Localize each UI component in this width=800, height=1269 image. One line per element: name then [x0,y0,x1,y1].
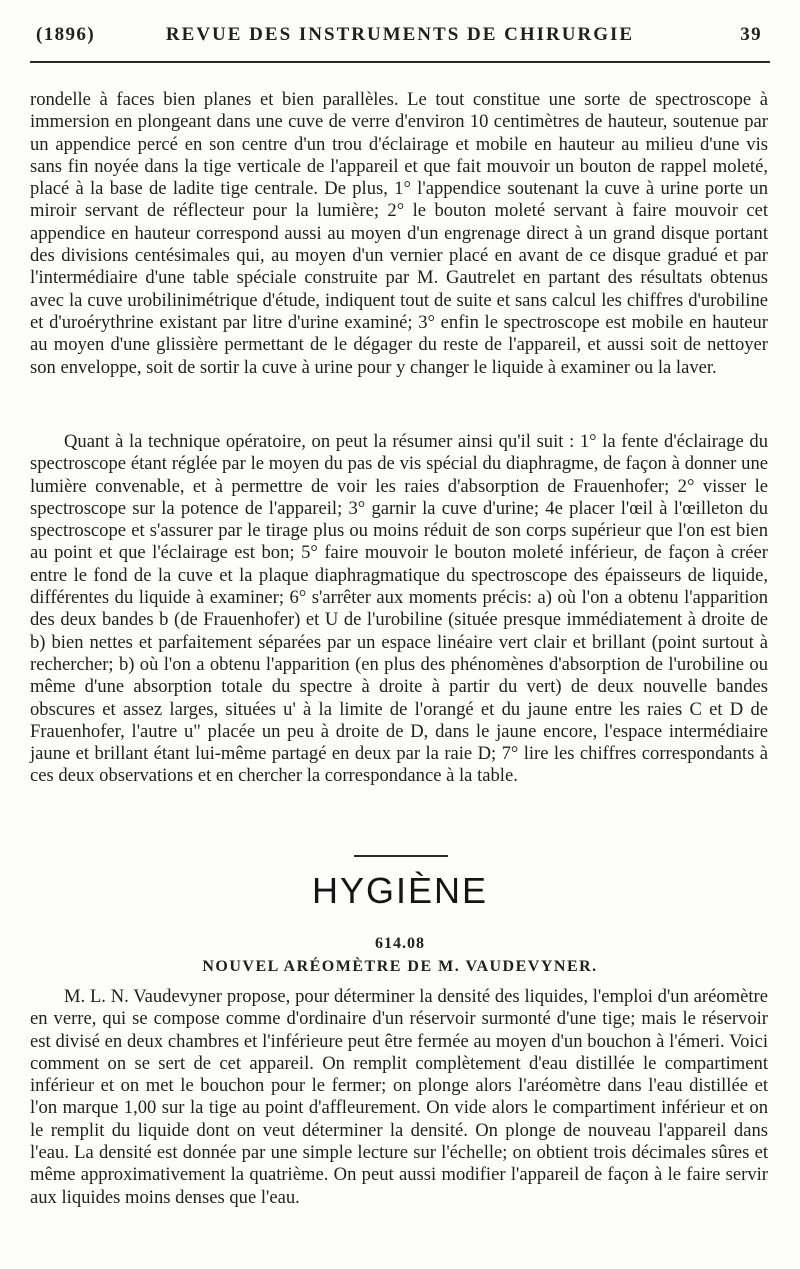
running-header [30,24,770,54]
article-title: NOUVEL ARÉOMÈTRE DE M. VAUDEVYNER. [202,958,598,975]
header-rule [30,61,770,63]
section-divider [354,855,448,857]
article-number: 614.08 [375,935,425,952]
paragraph-text: Quant à la technique opératoire, on peut la résumer ainsi qu'il suit : 1° la fente d'éclairage du spectroscope étant réglée par le moyen du pas de vis spécial du diaphragme, de façon à donner une lumière convenable, et à permettre de voir les raies d'absorption de Frauenhofer; 2° visser le spectroscope sur la potence de l'appareil; 3° garnir la cuve d'urine; 4e placer l'œil à l'œilleton du spectroscope et s'assurer par le tirage plus ou moins réduit de son corps supérieur que l'on est bien au point et que l'éclairage est bon; 5° faire mouvoir le bouton moleté inférieur, de façon à créer entre le fond de la cuve et la plaque diaphragmatique du spectroscope des épaisseurs de liquide, différentes du liquide à examiner; 6° s'arrêter aux moments précis: a) où l'on a obtenu l'apparition des deux bandes b (de Frauenhofer) et U de l'urobiline (située presque immédiatement à droite de b) bien nettes et parfaitement séparées par un espace linéaire vert clair et brillant (point surtout à rechercher; b) où l'on a obtenu l'apparition (en plus des phénomènes d'absorption de l'urobiline ou même d'une absorption totale du spectre à droite à partir du vert) de deux nouvelle bandes obscures et assez larges, situées u' à la limite de l'orangé et du jaune entre les raies C et D de Frauenhofer, l'autre u" placée un peu à droite de D, dans le jaune encore, l'espace intermédiaire jaune et brillant étant lui-même partagé en deux par la raie D; 7° lire les chiffres correspondants à ces deux observations et en chercher la correspondance à la table. [30,431,768,787]
paragraph-text: rondelle à faces bien planes et bien parallèles. Le tout constitue une sorte de spectroscope à immersion en plongeant dans une cuve de verre d'environ 10 centimètres de hauteur, soutenue par un appendice percé en son centre d'un trou d'éclairage et mobile en hauteur au milieu d'une vis sans fin noyée dans la tige verticale de l'appareil et que fait mouvoir un bouton de rappel moleté, placé à la base de ladite tige centrale. De plus, 1° l'appendice soutenant la cuve à urine porte un miroir servant de réflecteur pour la lumière; 2° le bouton moleté servant à faire mouvoir cet appendice en hauteur correspond aussi au moyen d'un engrenage direct à un grand disque portant des divisions centésimales qui, au moyen d'un vernier placé en avant de ce disque gradué et par l'intermédiaire d'une table spéciale construite par M. Gautrelet en partant des résultats obtenus avec la cuve urobilinimétrique d'étude, indiquent tout de suite et sans calcul les chiffres d'urobiline et d'uroérythrine existant par litre d'urine examiné; 3° enfin le spectroscope est mobile en hauteur au moyen d'une glissière permettant de le dégager du reste de l'appareil, et aussi soit de nettoyer son enveloppe, soit de sortir la cuve à urine pour y changer le liquide à examiner ou la laver. [30,89,768,378]
paragraph-operating-technique [30,431,768,788]
journal-title: REVUE DES INSTRUMENTS DE CHIRURGIE [165,24,635,45]
paragraph-text: M. L. N. Vaudevyner propose, pour déterminer la densité des liquides, l'emploi d'un aréomètre en verre, qui se compose comme d'ordinaire d'un réservoir surmonté d'une tige; mais le réservoir est divisé en deux chambres et l'inférieure peut être fermée au moyen d'un bouchon à l'émeri. Voici comment on se sert de cet appareil. On remplit complètement d'eau distillée le compartiment inférieur et on met le bouchon pour le fermer; on plonge alors l'aréomètre dans l'eau distillée et l'on marque 1,00 sur la tige au point d'affleurement. On vide alors le compartiment inférieur et on le remplit du liquide dont on veut déterminer la densité. On plonge de nouveau l'appareil dans l'eau. La densité est donnée par une simple lecture sur l'échelle; on obtient trois décimales sûres et même approximativement la quatrième. On peut aussi modifier l'appareil de façon à le faire servir aux liquides moins denses que l'eau. [30,986,768,1208]
paragraph-areometer [30,986,768,1209]
header-year: (1896) [36,24,96,45]
paragraph-spectroscope-description [30,89,768,379]
section-title: HYGIÈNE [311,870,489,911]
page-number: 39 [740,24,762,45]
